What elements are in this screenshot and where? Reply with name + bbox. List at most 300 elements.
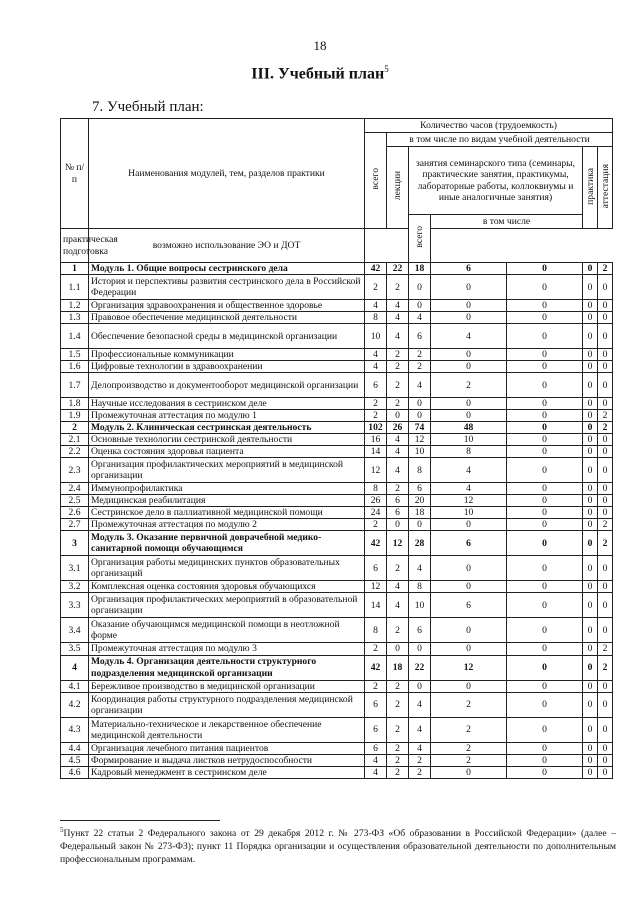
cell-lec: 6 [387, 495, 409, 507]
cell-at: 0 [598, 446, 613, 458]
cell-total: 8 [365, 483, 387, 495]
cell-pp: 2 [431, 717, 507, 742]
cell-lec: 4 [387, 312, 409, 324]
cell-sem: 0 [409, 643, 431, 655]
cell-name: Модуль 4. Организация деятельности структурного подразделения медицинской организации [89, 655, 365, 680]
cell-total: 2 [365, 398, 387, 410]
cell-num: 3.5 [61, 643, 89, 655]
header-name: Наименования модулей, тем, разделов практики [89, 119, 365, 229]
cell-pr: 0 [583, 692, 598, 717]
table-row [61, 717, 613, 742]
table-row [61, 349, 613, 361]
header-practice-cell [583, 147, 598, 229]
cell-eo: 0 [507, 618, 583, 643]
cell-lec: 2 [387, 361, 409, 373]
cell-total: 6 [365, 373, 387, 398]
cell-total: 2 [365, 519, 387, 531]
header-hours-total: Количество часов (трудоемкость) [365, 119, 613, 133]
module-row [61, 422, 613, 434]
cell-sem: 0 [409, 680, 431, 692]
cell-total: 6 [365, 742, 387, 754]
cell-at: 0 [598, 458, 613, 483]
cell-name: Организация работы медицинских пунктов образовательных организаций [89, 556, 365, 581]
cell-sem: 0 [409, 275, 431, 300]
cell-pr: 0 [583, 507, 598, 519]
header-seminar-total-cell [409, 215, 431, 263]
cell-pp: 8 [431, 446, 507, 458]
cell-eo: 0 [507, 495, 583, 507]
cell-pr: 0 [583, 754, 598, 766]
table-row [61, 300, 613, 312]
cell-pp: 0 [431, 361, 507, 373]
cell-num: 2.6 [61, 507, 89, 519]
cell-lec: 4 [387, 434, 409, 446]
cell-num: 3.4 [61, 618, 89, 643]
cell-num: 2.4 [61, 483, 89, 495]
cell-pr: 0 [583, 483, 598, 495]
cell-at: 0 [598, 556, 613, 581]
cell-total: 4 [365, 300, 387, 312]
cell-sem: 2 [409, 754, 431, 766]
cell-at: 2 [598, 519, 613, 531]
cell-sem: 10 [409, 593, 431, 618]
cell-eo: 0 [507, 766, 583, 778]
cell-at: 2 [598, 643, 613, 655]
cell-pp: 0 [431, 643, 507, 655]
cell-pr: 0 [583, 531, 598, 556]
cell-num: 2 [61, 422, 89, 434]
cell-total: 8 [365, 312, 387, 324]
cell-num: 4 [61, 655, 89, 680]
cell-lec: 2 [387, 618, 409, 643]
cell-num: 3.2 [61, 581, 89, 593]
cell-pp: 0 [431, 312, 507, 324]
table-row [61, 495, 613, 507]
cell-name: Бережливое производство в медицинской организации [89, 680, 365, 692]
cell-at: 2 [598, 410, 613, 422]
cell-eo: 0 [507, 593, 583, 618]
cell-num: 4.2 [61, 692, 89, 717]
cell-sem: 18 [409, 507, 431, 519]
cell-eo: 0 [507, 324, 583, 349]
cell-sem: 4 [409, 692, 431, 717]
cell-name: Профессиональные коммуникации [89, 349, 365, 361]
cell-name: Организация профилактических мероприятий в образовательной организации [89, 593, 365, 618]
cell-pp: 2 [431, 742, 507, 754]
cell-name: Материально-техническое и лекарственное обеспечение медицинской деятельности [89, 717, 365, 742]
cell-lec: 4 [387, 593, 409, 618]
page-number: 18 [313, 38, 327, 53]
cell-name: Оказание обучающимся медицинской помощи в неотложной форме [89, 618, 365, 643]
cell-name: Организация лечебного питания пациентов [89, 742, 365, 754]
cell-eo: 0 [507, 373, 583, 398]
section-title-footnote-ref: 5 [384, 64, 389, 74]
cell-lec: 2 [387, 398, 409, 410]
cell-pr: 0 [583, 275, 598, 300]
cell-total: 4 [365, 766, 387, 778]
cell-lec: 12 [387, 531, 409, 556]
section-title [0, 64, 640, 83]
cell-pr: 0 [583, 495, 598, 507]
cell-name: Организация профилактических мероприятий в медицинской организации [89, 458, 365, 483]
cell-pp: 12 [431, 655, 507, 680]
cell-num: 2.7 [61, 519, 89, 531]
table-row [61, 275, 613, 300]
cell-at: 0 [598, 742, 613, 754]
cell-total: 4 [365, 361, 387, 373]
cell-pp: 6 [431, 531, 507, 556]
curriculum-table [60, 118, 613, 779]
cell-name: Иммунопрофилактика [89, 483, 365, 495]
cell-sem: 4 [409, 556, 431, 581]
cell-lec: 6 [387, 507, 409, 519]
table-row [61, 618, 613, 643]
cell-pp: 6 [431, 263, 507, 275]
cell-pp: 0 [431, 618, 507, 643]
cell-at: 0 [598, 593, 613, 618]
table-row [61, 593, 613, 618]
cell-pr: 0 [583, 680, 598, 692]
cell-lec: 26 [387, 422, 409, 434]
cell-eo: 0 [507, 717, 583, 742]
cell-pp: 0 [431, 581, 507, 593]
cell-pr: 0 [583, 643, 598, 655]
cell-eo: 0 [507, 507, 583, 519]
cell-pr: 0 [583, 422, 598, 434]
cell-name: Сестринское дело в паллиативной медицинской помощи [89, 507, 365, 519]
cell-num: 4.1 [61, 680, 89, 692]
cell-at: 0 [598, 483, 613, 495]
cell-eo: 0 [507, 398, 583, 410]
cell-total: 12 [365, 581, 387, 593]
cell-num: 1.3 [61, 312, 89, 324]
header-lectures: лекции [391, 171, 403, 201]
cell-at: 0 [598, 373, 613, 398]
cell-lec: 22 [387, 263, 409, 275]
cell-eo: 0 [507, 300, 583, 312]
cell-name: Цифровые технологии в здравоохранении [89, 361, 365, 373]
table-row [61, 312, 613, 324]
cell-num: 1.8 [61, 398, 89, 410]
cell-pr: 0 [583, 458, 598, 483]
cell-lec: 4 [387, 300, 409, 312]
cell-sem: 20 [409, 495, 431, 507]
cell-name: Правовое обеспечение медицинской деятельности [89, 312, 365, 324]
table-row [61, 680, 613, 692]
cell-at: 2 [598, 655, 613, 680]
cell-name: Модуль 3. Оказание первичной доврачебной медико-санитарной помощи обучающимся [89, 531, 365, 556]
cell-pr: 0 [583, 349, 598, 361]
header-num: № п/п [61, 119, 89, 229]
cell-lec: 4 [387, 446, 409, 458]
cell-total: 42 [365, 531, 387, 556]
cell-total: 102 [365, 422, 387, 434]
table-header [61, 119, 613, 263]
cell-name: Оценка состояния здоровья пациента [89, 446, 365, 458]
cell-total: 14 [365, 446, 387, 458]
cell-sem: 2 [409, 349, 431, 361]
cell-pp: 2 [431, 373, 507, 398]
cell-total: 4 [365, 349, 387, 361]
cell-pr: 0 [583, 312, 598, 324]
cell-num: 4.5 [61, 754, 89, 766]
cell-at: 0 [598, 618, 613, 643]
cell-pp: 10 [431, 434, 507, 446]
cell-total: 6 [365, 692, 387, 717]
cell-at: 0 [598, 312, 613, 324]
cell-num: 2.2 [61, 446, 89, 458]
cell-pp: 2 [431, 692, 507, 717]
cell-at: 2 [598, 531, 613, 556]
cell-name: Формирование и выдача листков нетрудоспособности [89, 754, 365, 766]
cell-pr: 0 [583, 519, 598, 531]
cell-pp: 0 [431, 275, 507, 300]
cell-num: 1.1 [61, 275, 89, 300]
cell-at: 2 [598, 422, 613, 434]
cell-at: 0 [598, 717, 613, 742]
module-row [61, 531, 613, 556]
cell-lec: 0 [387, 519, 409, 531]
cell-sem: 10 [409, 446, 431, 458]
cell-lec: 4 [387, 458, 409, 483]
cell-pp: 0 [431, 349, 507, 361]
cell-name: Основные технологии сестринской деятельности [89, 434, 365, 446]
cell-pp: 0 [431, 556, 507, 581]
cell-sem: 4 [409, 312, 431, 324]
table-row [61, 483, 613, 495]
cell-name: Кадровый менеджмент в сестринском деле [89, 766, 365, 778]
cell-eo: 0 [507, 692, 583, 717]
cell-at: 0 [598, 766, 613, 778]
table-row [61, 373, 613, 398]
cell-lec: 2 [387, 349, 409, 361]
cell-eo: 0 [507, 581, 583, 593]
cell-lec: 4 [387, 581, 409, 593]
table-row [61, 398, 613, 410]
cell-name: История и перспективы развития сестринского дела в Российской Федерации [89, 275, 365, 300]
cell-pp: 4 [431, 458, 507, 483]
cell-sem: 6 [409, 483, 431, 495]
cell-eo: 0 [507, 410, 583, 422]
cell-lec: 2 [387, 692, 409, 717]
cell-pp: 0 [431, 519, 507, 531]
footnote-text: Пункт 22 статьи 2 Федерального закона от 29 декабря 2012 г. № 273-ФЗ «Об образовании в Российской Федерации» (далее – Федеральный закон № 273-ФЗ); пункт 11 Порядка организации и осуществления образовательной деятельности по дополнительным профессиональным программам. [60, 828, 616, 866]
cell-total: 24 [365, 507, 387, 519]
cell-num: 1.4 [61, 324, 89, 349]
cell-total: 12 [365, 458, 387, 483]
table-row [61, 519, 613, 531]
cell-name: Делопроизводство и документооборот медицинской организации [89, 373, 365, 398]
cell-sem: 8 [409, 458, 431, 483]
cell-total: 16 [365, 434, 387, 446]
cell-total: 6 [365, 717, 387, 742]
cell-pr: 0 [583, 263, 598, 275]
cell-lec: 2 [387, 742, 409, 754]
cell-sem: 12 [409, 434, 431, 446]
cell-pp: 6 [431, 593, 507, 618]
cell-total: 6 [365, 556, 387, 581]
footnote-ref: 5 [60, 826, 64, 834]
cell-name: Организация здравоохранения и общественное здоровье [89, 300, 365, 312]
cell-eo: 0 [507, 458, 583, 483]
cell-pp: 4 [431, 324, 507, 349]
cell-eo: 0 [507, 680, 583, 692]
cell-pr: 0 [583, 717, 598, 742]
cell-lec: 18 [387, 655, 409, 680]
cell-pp: 0 [431, 766, 507, 778]
cell-eo: 0 [507, 483, 583, 495]
table-row [61, 507, 613, 519]
cell-pr: 0 [583, 593, 598, 618]
cell-eo: 0 [507, 349, 583, 361]
cell-num: 1.5 [61, 349, 89, 361]
cell-num: 4.3 [61, 717, 89, 742]
table-row [61, 556, 613, 581]
cell-pp: 4 [431, 483, 507, 495]
cell-num: 1.7 [61, 373, 89, 398]
cell-pp: 0 [431, 410, 507, 422]
footnote-divider [60, 820, 220, 821]
cell-at: 0 [598, 581, 613, 593]
cell-sem: 4 [409, 717, 431, 742]
cell-eo: 0 [507, 531, 583, 556]
table-row [61, 361, 613, 373]
cell-total: 10 [365, 324, 387, 349]
subtitle: 7. Учебный план: [92, 99, 204, 115]
cell-pp: 10 [431, 507, 507, 519]
module-row [61, 655, 613, 680]
cell-total: 2 [365, 643, 387, 655]
cell-total: 4 [365, 754, 387, 766]
table-row [61, 754, 613, 766]
cell-num: 1.9 [61, 410, 89, 422]
cell-total: 42 [365, 263, 387, 275]
cell-total: 2 [365, 680, 387, 692]
footnote [60, 826, 616, 867]
cell-total: 2 [365, 275, 387, 300]
cell-at: 0 [598, 754, 613, 766]
cell-at: 0 [598, 349, 613, 361]
cell-pp: 0 [431, 398, 507, 410]
table-row [61, 581, 613, 593]
cell-sem: 74 [409, 422, 431, 434]
cell-name: Координация работы структурного подразделения медицинской организации [89, 692, 365, 717]
cell-lec: 2 [387, 275, 409, 300]
cell-name: Комплексная оценка состояния здоровья обучающихся [89, 581, 365, 593]
table-row [61, 458, 613, 483]
cell-num: 4.4 [61, 742, 89, 754]
cell-pr: 0 [583, 766, 598, 778]
cell-pr: 0 [583, 324, 598, 349]
cell-eo: 0 [507, 263, 583, 275]
cell-pr: 0 [583, 434, 598, 446]
cell-sem: 2 [409, 361, 431, 373]
cell-eo: 0 [507, 742, 583, 754]
cell-pr: 0 [583, 618, 598, 643]
cell-lec: 0 [387, 643, 409, 655]
table-body [61, 263, 613, 779]
cell-sem: 18 [409, 263, 431, 275]
cell-name: Обеспечение безопасной среды в медицинской организации [89, 324, 365, 349]
cell-at: 2 [598, 263, 613, 275]
cell-name: Модуль 2. Клиническая сестринская деятельность [89, 422, 365, 434]
cell-at: 0 [598, 507, 613, 519]
cell-total: 8 [365, 618, 387, 643]
cell-name: Промежуточная аттестация по модулю 2 [89, 519, 365, 531]
table-row [61, 434, 613, 446]
cell-total: 2 [365, 410, 387, 422]
cell-lec: 2 [387, 373, 409, 398]
cell-name: Модуль 1. Общие вопросы сестринского дела [89, 263, 365, 275]
cell-pr: 0 [583, 655, 598, 680]
cell-total: 42 [365, 655, 387, 680]
cell-lec: 2 [387, 556, 409, 581]
section-title-text: III. Учебный план [251, 65, 385, 83]
cell-sem: 2 [409, 766, 431, 778]
cell-at: 0 [598, 680, 613, 692]
cell-pr: 0 [583, 581, 598, 593]
cell-lec: 2 [387, 766, 409, 778]
cell-eo: 0 [507, 754, 583, 766]
cell-total: 26 [365, 495, 387, 507]
cell-eo: 0 [507, 422, 583, 434]
module-row [61, 263, 613, 275]
cell-pp: 12 [431, 495, 507, 507]
header-total-cell [365, 133, 387, 229]
header-seminar: занятия семинарского типа (семинары, практические занятия, практикумы, лабораторные работы, коллоквиумы и иные аналогичные занятия) [409, 147, 583, 215]
cell-eo: 0 [507, 556, 583, 581]
cell-sem: 22 [409, 655, 431, 680]
cell-pr: 0 [583, 742, 598, 754]
cell-sem: 28 [409, 531, 431, 556]
cell-num: 1.2 [61, 300, 89, 312]
cell-at: 0 [598, 300, 613, 312]
cell-lec: 2 [387, 483, 409, 495]
cell-num: 1.6 [61, 361, 89, 373]
cell-name: Медицинская реабилитация [89, 495, 365, 507]
table-row [61, 742, 613, 754]
cell-sem: 0 [409, 410, 431, 422]
header-lectures-cell [387, 147, 409, 229]
cell-sem: 0 [409, 300, 431, 312]
cell-pr: 0 [583, 556, 598, 581]
cell-eo: 0 [507, 655, 583, 680]
cell-lec: 0 [387, 410, 409, 422]
cell-name: Промежуточная аттестация по модулю 3 [89, 643, 365, 655]
cell-eo: 0 [507, 275, 583, 300]
header-practice: практика [585, 167, 596, 205]
cell-sem: 0 [409, 398, 431, 410]
table-row [61, 643, 613, 655]
cell-pr: 0 [583, 446, 598, 458]
cell-name: Научные исследования в сестринском деле [89, 398, 365, 410]
cell-num: 2.1 [61, 434, 89, 446]
cell-at: 0 [598, 495, 613, 507]
header-eo-dot: возможно использование ЭО и ДОТ [89, 229, 365, 263]
cell-pp: 0 [431, 300, 507, 312]
cell-at: 0 [598, 324, 613, 349]
cell-pp: 48 [431, 422, 507, 434]
cell-pp: 2 [431, 754, 507, 766]
cell-at: 0 [598, 434, 613, 446]
cell-num: 2.5 [61, 495, 89, 507]
cell-pr: 0 [583, 300, 598, 312]
table-row [61, 692, 613, 717]
cell-num: 1 [61, 263, 89, 275]
cell-lec: 4 [387, 324, 409, 349]
cell-sem: 4 [409, 742, 431, 754]
cell-pr: 0 [583, 361, 598, 373]
